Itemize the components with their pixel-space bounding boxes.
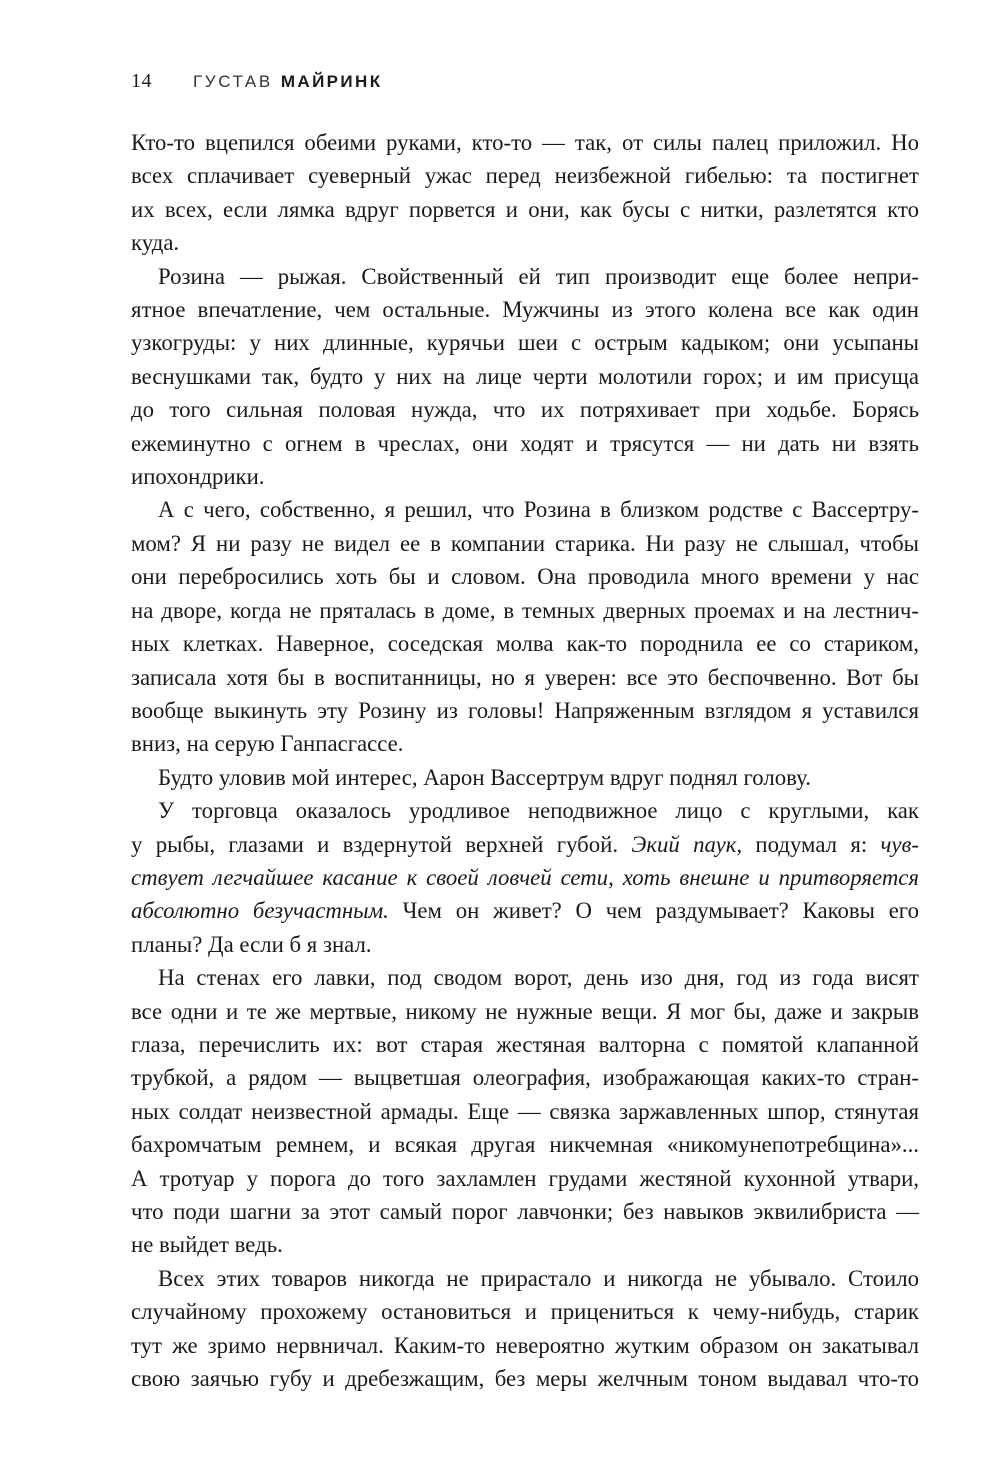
text-line: абсолютно безучастным. Чем он живет? О чем раздумывает? Каковы его <box>131 898 919 924</box>
text-line: их всех, если лямка вдруг порвется и они, как бусы с нитки, разлетятся кто <box>131 196 919 222</box>
text-line: мом? Я ни разу не видел ее в компании старика. Ни разу не слышал, чтобы <box>131 530 919 556</box>
text-line: у рыбы, глазами и вздернутой верхней губой. Экий паук, подумал я: чув- <box>131 831 919 857</box>
text-line: они перебросились хоть бы и словом. Она проводила много времени у нас <box>131 564 919 590</box>
text-line: Розина — рыжая. Свойственный ей тип производит еще более непри- <box>158 263 919 289</box>
text-line: на дворе, когда не пряталась в доме, в темных дверных проемах и на лестнич- <box>131 597 919 623</box>
text-line: веснушками так, будто у них на лице черти молотили горох; и им присуща <box>131 363 919 389</box>
text-line: У торговца оказалось уродливое неподвижное лицо с круглыми, как <box>158 798 919 824</box>
text-line: бахромчатым ремнем, и всякая другая никчемная «никомунепотребщина»... <box>131 1132 919 1158</box>
text-line: Будто уловив мой интерес, Аарон Вассертрум вдруг поднял голову. <box>158 764 811 790</box>
text-line: до того сильная половая нужда, что их потряхивает при ходьбе. Борясь <box>131 397 919 423</box>
running-head <box>131 70 383 102</box>
text-line: планы? Да если б я знал. <box>131 931 372 957</box>
text-line: На стенах его лавки, под сводом ворот, день изо дня, год из года висят <box>158 965 919 991</box>
author-first-name: ГУСТАВ <box>193 72 273 91</box>
text-line: всех сплачивает суеверный ужас перед неизбежной гибелью: та постигнет <box>131 163 919 189</box>
text-line: не выйдет ведь. <box>131 1232 283 1258</box>
text-line: узкогруды: у них длинные, курячьи шеи с острым кадыком; они усыпаны <box>131 330 919 356</box>
text-line: что поди шагни за этот самый порог лавчонки; без навыков эквилибриста — <box>131 1199 919 1224</box>
text-line: ипохондрики. <box>131 464 265 490</box>
text-line: случайному прохожему остановиться и прицениться к чему-нибудь, старик <box>131 1299 919 1325</box>
text-line: записала хотя бы в воспитанницы, но я уверен: все это беспочвенно. Вот бы <box>131 664 919 690</box>
text-line: вниз, на серую Ганпасгассе. <box>131 731 404 757</box>
text-line: ятное впечатление, чем остальные. Мужчины из этого колена все как один <box>131 297 919 323</box>
text-line: трубкой, а рядом — выцветшая олеография, изображающая каких-то стран- <box>131 1065 919 1091</box>
text-line: глаза, перечислить их: вот старая жестяная валторна с помятой клапанной <box>131 1031 919 1057</box>
author-last-name: МАЙРИНК <box>280 72 383 91</box>
text-line: вообще выкинуть эту Розину из головы! Напряженным взглядом я уставился <box>131 697 919 723</box>
text-line: А с чего, собственно, я решил, что Розина в близком родстве с Вассертру- <box>158 497 919 523</box>
text-line: ствует легчайшее касание к своей ловчей сети, хоть внешне и притворяется <box>131 864 919 890</box>
text-line: ежеминутно с огнем в чреслах, они ходят и трясутся — ни дать ни взять <box>131 430 919 456</box>
text-line: Кто-то вцепился обеими руками, кто-то — так, от силы палец приложил. Но <box>131 130 919 155</box>
text-line: А тротуар у порога до того захламлен грудами жестяной кухонной утвари, <box>131 1165 919 1191</box>
text-line: свою заячью губу и дребезжащим, без меры желчным тоном выдавал что-то <box>131 1366 919 1392</box>
text-line: ных клетках. Наверное, соседская молва как-то породнила ее со стариком, <box>131 631 919 657</box>
text-line: ных солдат неизвестной армады. Еще — связка заржавленных шпор, стянутая <box>131 1098 919 1124</box>
text-line: все одни и те же мертвые, никому не нужные вещи. Я мог бы, даже и закрыв <box>131 998 919 1024</box>
page-number: 14 <box>131 70 152 92</box>
text-line: куда. <box>131 230 180 256</box>
text-line: тут же зримо нервничал. Каким-то невероятно жутким образом он закатывал <box>131 1332 919 1358</box>
body-text <box>131 126 919 1395</box>
text-line: Всех этих товаров никогда не прирастало и никогда не убывало. Стоило <box>158 1265 919 1291</box>
